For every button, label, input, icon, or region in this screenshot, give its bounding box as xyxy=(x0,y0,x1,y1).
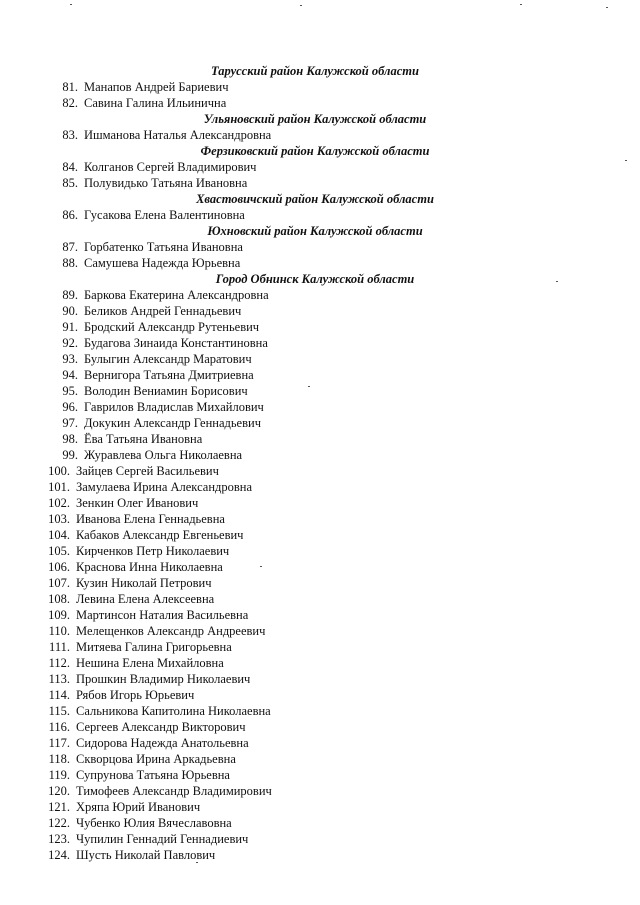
list-item xyxy=(0,431,640,447)
scan-speck xyxy=(196,862,198,863)
item-name: Кабаков Александр Евгеньевич xyxy=(76,528,244,542)
list-item xyxy=(0,639,640,655)
item-name: Докукин Александр Геннадьевич xyxy=(84,416,261,430)
item-name: Прошкин Владимир Николаевич xyxy=(76,672,251,686)
list-item xyxy=(0,127,640,143)
item-name: Колганов Сергей Владимирович xyxy=(84,160,257,174)
item-number: 84. xyxy=(62,160,78,174)
item-name: Тимофеев Александр Владимирович xyxy=(76,784,272,798)
item-name: Полувидько Татьяна Ивановна xyxy=(84,176,248,190)
item-name: Мелещенков Александр Андреевич xyxy=(76,624,266,638)
item-number: 99. xyxy=(62,448,78,462)
item-number: 102. xyxy=(48,496,70,510)
section-heading: Город Обнинск Калужской области xyxy=(215,272,415,286)
item-name: Краснова Инна Николаевна xyxy=(76,560,223,574)
item-number: 106. xyxy=(48,560,70,574)
list-item xyxy=(0,511,640,527)
item-number: 100. xyxy=(48,464,70,478)
item-number: 117. xyxy=(48,736,70,750)
item-number: 116. xyxy=(48,720,70,734)
list-item xyxy=(0,847,640,863)
item-name: Левина Елена Алексеевна xyxy=(76,592,215,606)
list-item xyxy=(0,255,640,271)
item-name: Журавлева Ольга Николаевна xyxy=(84,448,243,462)
list-item xyxy=(0,783,640,799)
list-item xyxy=(0,815,640,831)
item-name: Гусакова Елена Валентиновна xyxy=(84,208,245,222)
scan-speck xyxy=(556,281,558,282)
list-item xyxy=(0,575,640,591)
item-name: Ёва Татьяна Ивановна xyxy=(84,432,203,446)
item-number: 113. xyxy=(48,672,70,686)
list-item xyxy=(0,751,640,767)
list-item xyxy=(0,319,640,335)
list-item xyxy=(0,623,640,639)
list-item xyxy=(0,175,640,191)
item-name: Скворцова Ирина Аркадьевна xyxy=(76,752,236,766)
item-name: Горбатенко Татьяна Ивановна xyxy=(84,240,243,254)
item-name: Замулаева Ирина Александровна xyxy=(76,480,253,494)
item-number: 105. xyxy=(48,544,70,558)
item-name: Хряпа Юрий Иванович xyxy=(76,800,201,814)
item-number: 124. xyxy=(48,848,70,862)
item-name: Чупилин Геннадий Геннадиевич xyxy=(76,832,249,846)
item-number: 81. xyxy=(62,80,78,94)
list-item xyxy=(0,399,640,415)
item-name: Ишманова Наталья Александровна xyxy=(84,128,272,142)
scan-speck xyxy=(308,386,310,387)
item-number: 115. xyxy=(48,704,70,718)
item-name: Иванова Елена Геннадьевна xyxy=(76,512,225,526)
list-item xyxy=(0,383,640,399)
scan-speck xyxy=(300,5,302,6)
list-item xyxy=(0,239,640,255)
item-name: Булыгин Александр Маратович xyxy=(84,352,252,366)
item-name: Савина Галина Ильинична xyxy=(84,96,227,110)
item-number: 86. xyxy=(62,208,78,222)
item-name: Сальникова Капитолина Николаевна xyxy=(76,704,271,718)
item-number: 85. xyxy=(62,176,78,190)
item-name: Бродский Александр Рутеньевич xyxy=(84,320,260,334)
section-heading: Тарусский район Калужской области xyxy=(211,64,419,78)
list-item xyxy=(0,655,640,671)
scan-speck xyxy=(520,4,522,5)
item-name: Сергеев Александр Викторович xyxy=(76,720,246,734)
list-item xyxy=(0,479,640,495)
item-name: Гаврилов Владислав Михайлович xyxy=(84,400,264,414)
item-number: 82. xyxy=(62,96,78,110)
section-heading: Ульяновский район Калужской области xyxy=(203,112,427,126)
item-number: 93. xyxy=(62,352,78,366)
item-number: 119. xyxy=(48,768,70,782)
list-item xyxy=(0,719,640,735)
list-item xyxy=(0,495,640,511)
item-name: Митяева Галина Григорьевна xyxy=(76,640,232,654)
item-number: 101. xyxy=(48,480,70,494)
item-name: Сидорова Надежда Анатольевна xyxy=(76,736,249,750)
item-number: 89. xyxy=(62,288,78,302)
section-heading: Юхновский район Калужской области xyxy=(207,224,423,238)
item-number: 103. xyxy=(48,512,70,526)
list-item xyxy=(0,559,640,575)
item-number: 98. xyxy=(62,432,78,446)
list-item xyxy=(0,607,640,623)
item-number: 90. xyxy=(62,304,78,318)
item-number: 108. xyxy=(48,592,70,606)
item-name: Чубенко Юлия Вячеславовна xyxy=(76,816,232,830)
item-number: 107. xyxy=(48,576,70,590)
item-number: 83. xyxy=(62,128,78,142)
item-number: 121. xyxy=(48,800,70,814)
list-item xyxy=(0,463,640,479)
item-number: 111. xyxy=(49,640,70,654)
list-item xyxy=(0,543,640,559)
list-item xyxy=(0,591,640,607)
scan-speck xyxy=(70,4,72,5)
item-number: 109. xyxy=(48,608,70,622)
scan-speck xyxy=(625,160,627,161)
item-number: 122. xyxy=(48,816,70,830)
list-item xyxy=(0,415,640,431)
item-number: 95. xyxy=(62,384,78,398)
item-name: Мартинсон Наталия Васильевна xyxy=(76,608,249,622)
scan-speck xyxy=(606,7,608,8)
list-item xyxy=(0,671,640,687)
list-item xyxy=(0,527,640,543)
list-item xyxy=(0,367,640,383)
list-item xyxy=(0,79,640,95)
item-number: 94. xyxy=(62,368,78,382)
item-name: Манапов Андрей Бариевич xyxy=(84,80,229,94)
item-number: 87. xyxy=(62,240,78,254)
item-name: Зайцев Сергей Васильевич xyxy=(76,464,219,478)
item-number: 120. xyxy=(48,784,70,798)
list-item xyxy=(0,335,640,351)
item-number: 110. xyxy=(48,624,70,638)
list-item xyxy=(0,799,640,815)
item-name: Кузин Николай Петрович xyxy=(76,576,212,590)
item-name: Супрунова Татьяна Юрьевна xyxy=(76,768,230,782)
item-number: 96. xyxy=(62,400,78,414)
item-number: 114. xyxy=(48,688,70,702)
item-number: 118. xyxy=(48,752,70,766)
scan-speck xyxy=(260,566,262,567)
item-name: Вернигора Татьяна Дмитриевна xyxy=(84,368,254,382)
list-item xyxy=(0,735,640,751)
item-name: Кирченков Петр Николаевич xyxy=(76,544,230,558)
item-name: Зенкин Олег Иванович xyxy=(76,496,199,510)
item-number: 104. xyxy=(48,528,70,542)
name-list xyxy=(0,63,640,863)
item-name: Баркова Екатерина Александровна xyxy=(84,288,269,302)
item-name: Рябов Игорь Юрьевич xyxy=(76,688,195,702)
item-name: Володин Вениамин Борисович xyxy=(84,384,248,398)
item-name: Будагова Зинаида Константиновна xyxy=(84,336,268,350)
item-number: 88. xyxy=(62,256,78,270)
list-item xyxy=(0,703,640,719)
list-item xyxy=(0,831,640,847)
section-heading: Ферзиковский район Калужской области xyxy=(200,144,430,158)
section-heading: Хвастовичский район Калужской области xyxy=(196,192,434,206)
item-name: Нешина Елена Михайловна xyxy=(76,656,224,670)
item-number: 92. xyxy=(62,336,78,350)
item-number: 112. xyxy=(48,656,70,670)
list-item xyxy=(0,447,640,463)
list-item xyxy=(0,303,640,319)
list-item xyxy=(0,351,640,367)
list-item xyxy=(0,207,640,223)
item-name: Шусть Николай Павлович xyxy=(76,848,216,862)
item-name: Беликов Андрей Геннадьевич xyxy=(84,304,242,318)
list-item xyxy=(0,687,640,703)
item-number: 91. xyxy=(62,320,78,334)
list-item xyxy=(0,767,640,783)
list-item xyxy=(0,287,640,303)
item-number: 123. xyxy=(48,832,70,846)
item-number: 97. xyxy=(62,416,78,430)
list-item xyxy=(0,95,640,111)
list-item xyxy=(0,159,640,175)
item-name: Самушева Надежда Юрьевна xyxy=(84,256,241,270)
